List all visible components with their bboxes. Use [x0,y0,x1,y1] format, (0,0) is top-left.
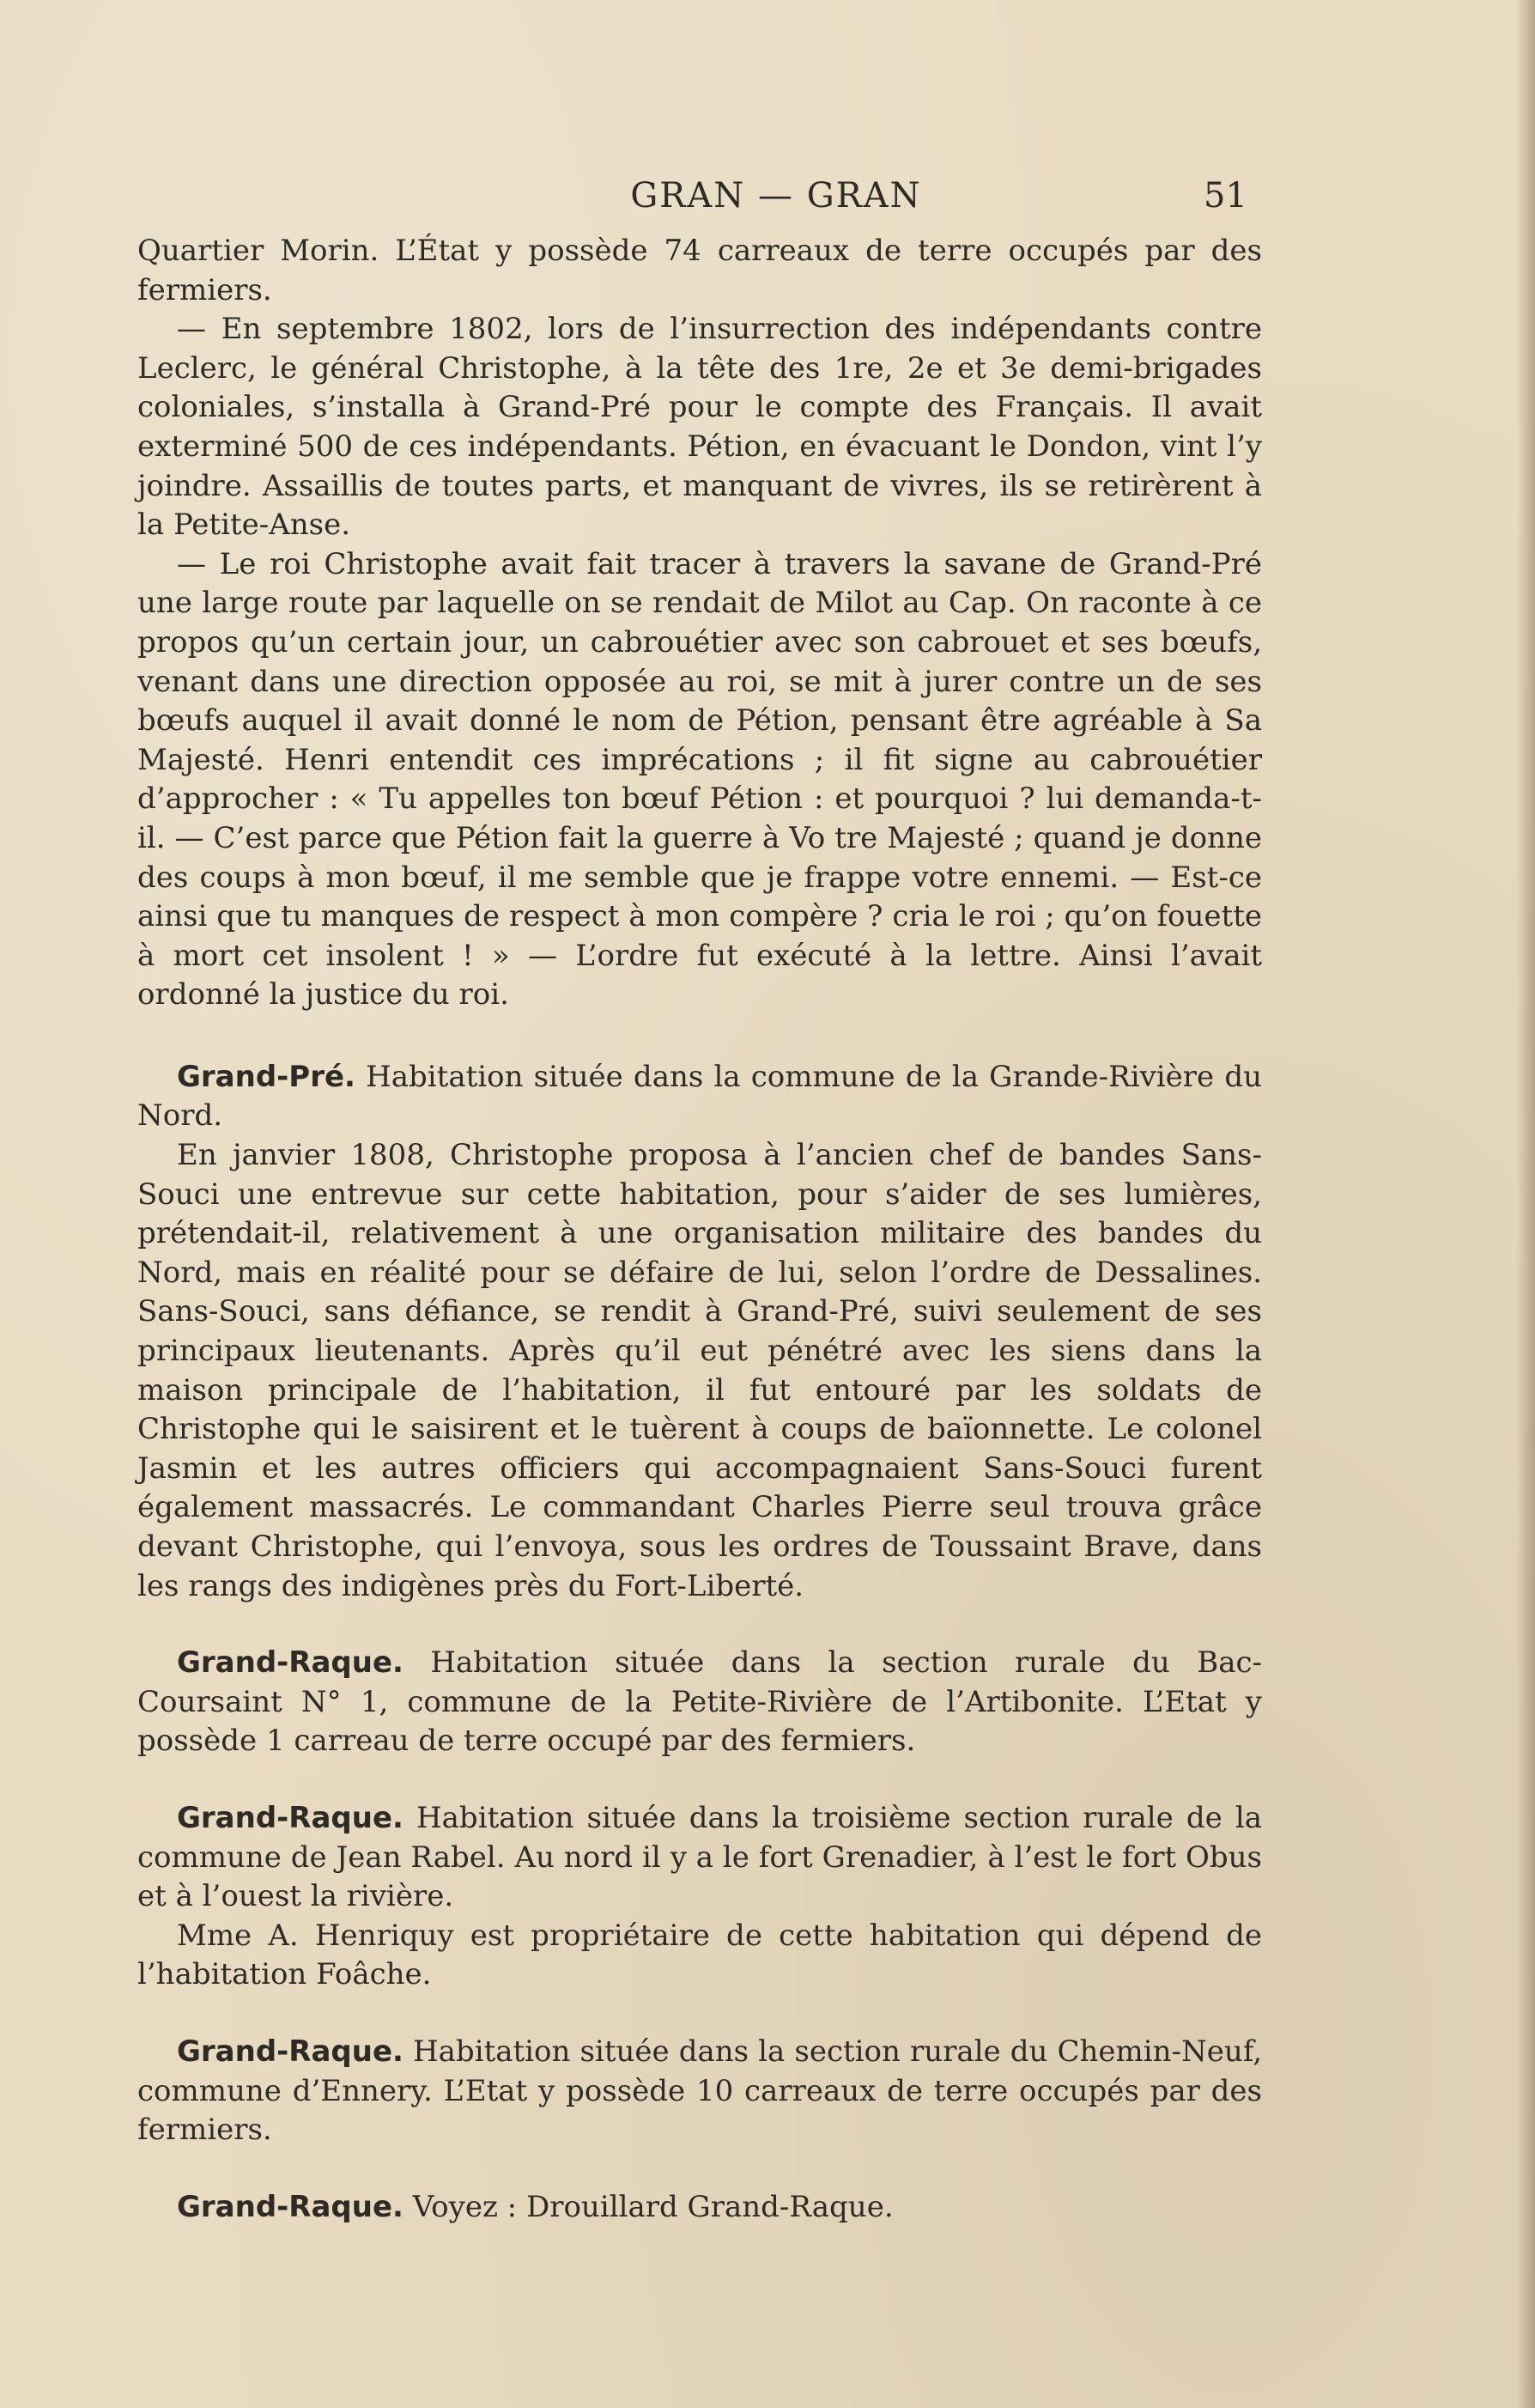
page-number: 51 [1204,176,1247,216]
entry-text: Habitation située dans la section rurale du Bac-Coursaint N° 1, commune de la Petite-Rivière de l’Artibonite. L’Etat y possède 1 carreau de terre occupé par des fermiers. [137,1645,1262,1759]
entry-grand-raque-2 [137,1799,1262,1917]
paragraph: Quartier Morin. L’État y possède 74 carreaux de terre occupés par des fermiers. [137,234,1262,307]
entry-text: Habitation située dans la troisième section rurale de la commune de Jean Rabel. Au nord il y a le fort Grenadier, à l’est le fort Obus et à l’ouest la rivière. [137,1800,1262,1914]
entry-grand-raque-1 [137,1644,1262,1761]
page-edge-shadow [1516,0,1535,2408]
entry-title: Grand-Raque. [177,1645,403,1681]
entry-continuation: En janvier 1808, Christophe proposa à l’ancien chef de bandes Sans-Souci une entrevue sur cette habitation, pour s’aider de ses lumières, prétendait-il, relativement à une organisation militaire des bandes du Nord, mais en réalité pour se défaire de lui, selon l’ordre de Dessalines. Sans-Souci, sans défiance, se rendit à Grand-Pré, suivi seulement de ses principaux lieutenants. Après qu’il eut pénétré avec les siens dans la maison principale de l’habitation, il fut entouré par les soldats de Christophe qui le saisirent et le tuèrent à coups de baïonnette. Le colonel Jasmin et les autres officiers qui accompagnaient Sans-Souci furent également massacrés. Le commandant Charles Pierre seul trouva grâce devant Christophe, qui l’envoya, sous les ordres de Toussaint Brave, dans les rangs des indigènes près du Fort-Liberté. [137,1138,1262,1603]
entry-title: Grand-Raque. [177,2189,403,2224]
running-title: GRAN — GRAN [630,176,922,216]
entry-title: Grand-Raque. [177,2034,403,2069]
page-header [0,176,1535,228]
body-text [137,232,1262,2227]
entry-grand-pre [137,1058,1262,1136]
entry-text: Voyez : Drouillard Grand-Raque. [412,2189,894,2224]
entry-grand-raque-4 [137,2188,1262,2228]
paragraph: — En septembre 1802, lors de l’insurrection des indépendants contre Leclerc, le général Christophe, à la tête des 1re, 2e et 3e demi-brigades coloniales, s’installa à Grand-Pré pour le compte des Français. Il avait exterminé 500 de ces indépendants. Pétion, en évacuant le Dondon, vint l’y joindre. Assaillis de toutes parts, et manquant de vivres, ils se retirèrent à la Petite-Anse. [137,312,1262,543]
entry-title: Grand-Raque. [177,1800,403,1835]
paragraph: — Le roi Christophe avait fait tracer à travers la savane de Grand-Pré une large route par laquelle on se rendait de Milot au Cap. On raconte à ce propos qu’un certain jour, un cabrouétier avec son cabrouet et ses bœufs, venant dans une direction opposée au roi, se mit à jurer contre un de ses bœufs auquel il avait donné le nom de Pétion, pensant être agréable à Sa Majesté. Henri entendit ces imprécations ; il fit signe au cabrouétier d’approcher : « Tu appelles ton bœuf Pétion : et pourquoi ? lui demanda-t-il. — C’est parce que Pétion fait la guerre à Vo tre Majesté ; quand je donne des coups à mon bœuf, il me semble que je frappe votre ennemi. — Est-ce ainsi que tu manques de respect à mon compère ? cria le roi ; qu’on fouette à mort cet insolent ! » — L’ordre fut exécuté à la lettre. Ainsi l’avait ordonné la justice du roi. [137,546,1262,1012]
entry-title: Grand-Pré. [177,1059,355,1094]
entry-continuation: Mme A. Henriquy est propriétaire de cette habitation qui dépend de l’habitation Foâche. [137,1918,1262,1992]
entry-text: Habitation située dans la section rurale du Chemin-Neuf, commune d’Ennery. L’Etat y possède 10 carreaux de terre occupés par des fermiers. [137,2034,1262,2148]
entry-grand-raque-3 [137,2033,1262,2150]
entry-text: Habitation située dans la commune de la Grande-Rivière du Nord. [137,1059,1262,1134]
